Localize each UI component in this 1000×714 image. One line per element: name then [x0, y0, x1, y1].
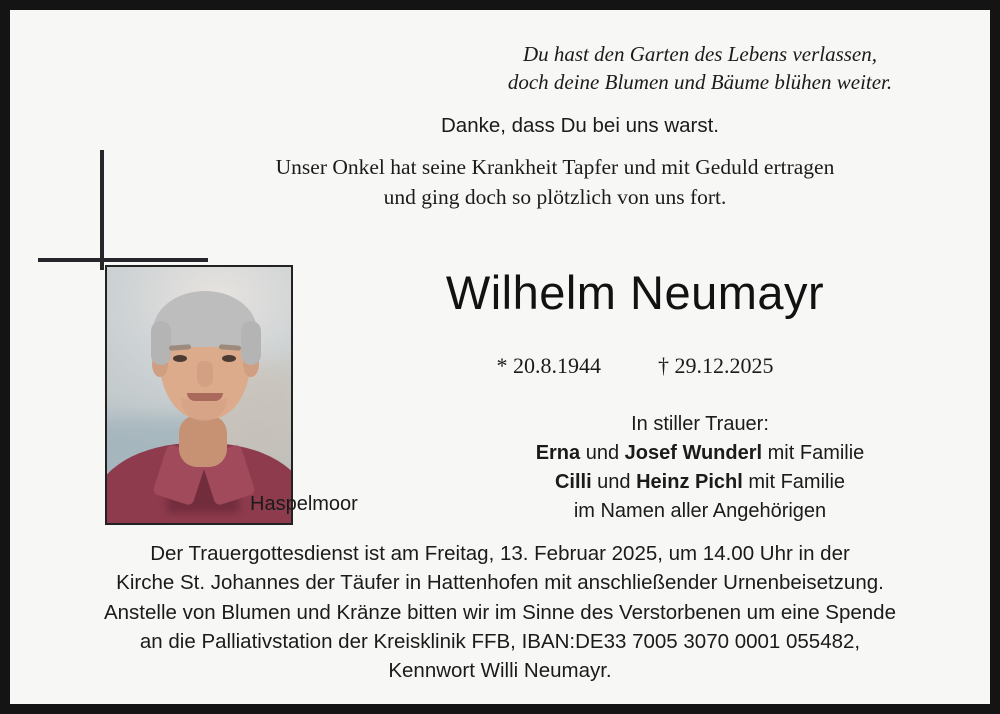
- place-label: Haspelmoor: [250, 493, 358, 515]
- mourners-line-1: [430, 439, 970, 468]
- mourners-block: [430, 410, 970, 526]
- portrait-mouth: [187, 393, 223, 401]
- donation-line-1: Anstelle von Blumen und Kränze bitten wir im Sinne des Verstorbenen um eine Spende: [103, 601, 896, 624]
- service-line-2: Kirche St. Johannes der Täufer in Hattenhofen mit anschließender Urnenbeisetzung.: [116, 570, 884, 594]
- mourners-line-2-conjunction: und: [591, 471, 637, 493]
- death-date: † 29.12.2025: [658, 353, 774, 378]
- portrait-hair-left: [151, 321, 171, 365]
- mourner-name-cilli: Cilli: [554, 471, 592, 493]
- portrait-nose: [197, 361, 213, 387]
- mourners-line-1-conjunction: und: [580, 442, 625, 464]
- mourners-line-1-tail: mit Familie: [762, 442, 865, 464]
- mourners-line-3: im Namen aller Angehörigen: [573, 500, 827, 522]
- obituary-card: [10, 10, 990, 704]
- intro-line-1: Unser Onkel hat seine Krankheit Tapfer und mit Geduld ertragen: [275, 155, 835, 179]
- portrait-eye-left: [173, 355, 187, 362]
- intro-line-2: und ging doch so plötzlich von uns fort.: [383, 184, 727, 209]
- donation-line-3: Kennwort Willi Neumayr.: [388, 659, 612, 683]
- mourners-heading: In stiller Trauer:: [631, 413, 769, 435]
- cross-horizontal-bar: [38, 258, 208, 262]
- deceased-name: Wilhelm Neumayr: [445, 266, 825, 319]
- portrait-illustration: [107, 267, 291, 523]
- birth-date: * 20.8.1944: [496, 353, 601, 378]
- donation-info: [40, 598, 960, 685]
- service-line-1: Der Trauergottesdienst ist am Freitag, 13. Februar 2025, um 14.00 Uhr in der: [150, 542, 850, 565]
- donation-line-2: an die Palliativstation der Kreisklinik FFB, IBAN:DE33 7005 3070 0001 055482,: [139, 630, 861, 654]
- life-dates: [310, 353, 960, 379]
- verse-line-1: Du hast den Garten des Lebens verlassen,: [522, 42, 878, 66]
- mourner-name-heinz-pichl: Heinz Pichl: [636, 471, 743, 493]
- mourners-line-2: [430, 468, 970, 497]
- portrait-neck: [179, 415, 227, 467]
- mourner-name-josef-wunderl: Josef Wunderl: [624, 442, 763, 464]
- intro-text: [150, 153, 960, 212]
- portrait-eye-right: [222, 355, 236, 362]
- funeral-service-info: [50, 540, 950, 597]
- mourners-line-2-tail: mit Familie: [742, 471, 846, 493]
- verse-line-2: doch deine Blumen und Bäume blühen weiter.: [507, 70, 893, 95]
- mourner-name-erna: Erna: [535, 442, 581, 464]
- portrait-hair-right: [241, 321, 261, 365]
- thanks-text: Danke, dass Du bei uns warst.: [440, 114, 720, 137]
- memorial-verse: [440, 40, 960, 97]
- portrait-photo: [105, 265, 293, 525]
- cross-vertical-bar: [100, 150, 104, 270]
